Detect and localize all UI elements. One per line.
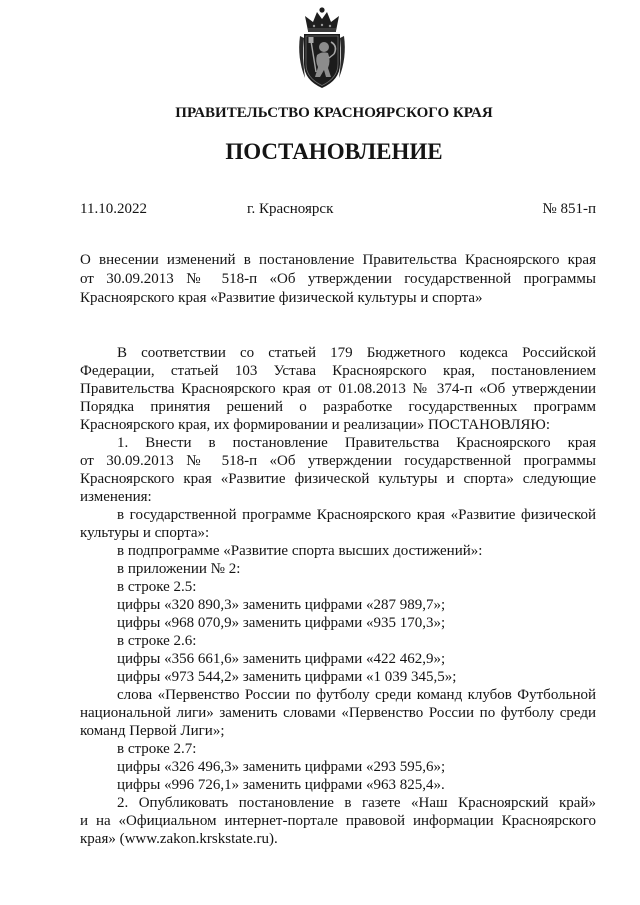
document-type: ПОСТАНОВЛЕНИЕ — [225, 139, 443, 164]
item2-line: 2. Опубликовать постановление в газете «Наш Красноярский край» — [117, 795, 596, 811]
document-body — [80, 344, 596, 848]
preamble-line: В соответствии со статьей 179 Бюджетного кодекса Российской — [117, 345, 596, 361]
document-meta — [80, 200, 596, 218]
words-change-line: национальной лиги» заменить словами «Первенство России по футболу среди — [80, 705, 596, 721]
program-line: в государственной программе Красноярского края «Развитие физической — [117, 507, 596, 523]
figure-change: цифры «326 496,3» заменить цифрами «293 595,6»; — [117, 759, 446, 775]
title-line: от 30.09.2013 № 518-п «Об утверждении государственной программы — [80, 271, 596, 287]
words-change-line: слова «Первенство России по футболу среди команд клубов Футбольной — [117, 687, 596, 703]
figure-change: цифры «973 544,2» заменить цифрами «1 039 345,5»; — [117, 669, 457, 685]
document-title — [80, 251, 596, 308]
item1-line: Красноярского края «Развитие физической культуры и спорта» следующие — [80, 471, 596, 487]
preamble-line: Федерации, статьей 103 Устава Красноярского края, постановлением — [80, 363, 596, 379]
figure-change: цифры «320 890,3» заменить цифрами «287 989,7»; — [117, 597, 446, 613]
row-heading: в строке 2.5: — [117, 579, 197, 595]
words-change-line: команд Первой Лиги»; — [80, 723, 225, 739]
preamble-line: Порядка принятия решений о разработке государственных программ — [80, 399, 596, 415]
figure-change: цифры «996 726,1» заменить цифрами «963 825,4». — [117, 777, 445, 793]
subprogram-line: в подпрограмме «Развитие спорта высших достижений»: — [117, 543, 483, 559]
item1-line: изменения: — [80, 489, 152, 505]
item1-line: 1. Внести в постановление Правительства Красноярского края — [117, 435, 596, 451]
figure-change: цифры «968 070,9» заменить цифрами «935 170,3»; — [117, 615, 446, 631]
title-line: О внесении изменений в постановление Правительства Красноярского края — [80, 252, 596, 268]
row-heading: в строке 2.7: — [117, 741, 197, 757]
document-number: № 851-п — [542, 201, 596, 217]
item2-line: края» (www.zakon.krskstate.ru). — [80, 831, 278, 847]
row-heading: в строке 2.6: — [117, 633, 197, 649]
title-line: Красноярского края «Развитие физической культуры и спорта» — [80, 290, 483, 306]
figure-change: цифры «356 661,6» заменить цифрами «422 462,9»; — [117, 651, 446, 667]
coat-of-arms-icon — [297, 6, 347, 90]
item2-line: и на «Официальном интернет-портале правовой информации Красноярского — [80, 813, 596, 829]
item1-line: от 30.09.2013 № 518-п «Об утверждении государственной программы — [80, 453, 596, 469]
document-city: г. Красноярск — [247, 201, 334, 217]
preamble-line: Красноярского края, их формировании и реализации» ПОСТАНОВЛЯЮ: — [80, 417, 550, 433]
appendix-line: в приложении № 2: — [117, 561, 241, 577]
document-date: 11.10.2022 — [80, 201, 147, 217]
preamble-line: Правительства Красноярского края от 01.08.2013 № 374-п «Об утверждении — [80, 381, 596, 397]
government-name: ПРАВИТЕЛЬСТВО КРАСНОЯРСКОГО КРАЯ — [175, 105, 493, 121]
program-line: культуры и спорта»: — [80, 525, 210, 541]
